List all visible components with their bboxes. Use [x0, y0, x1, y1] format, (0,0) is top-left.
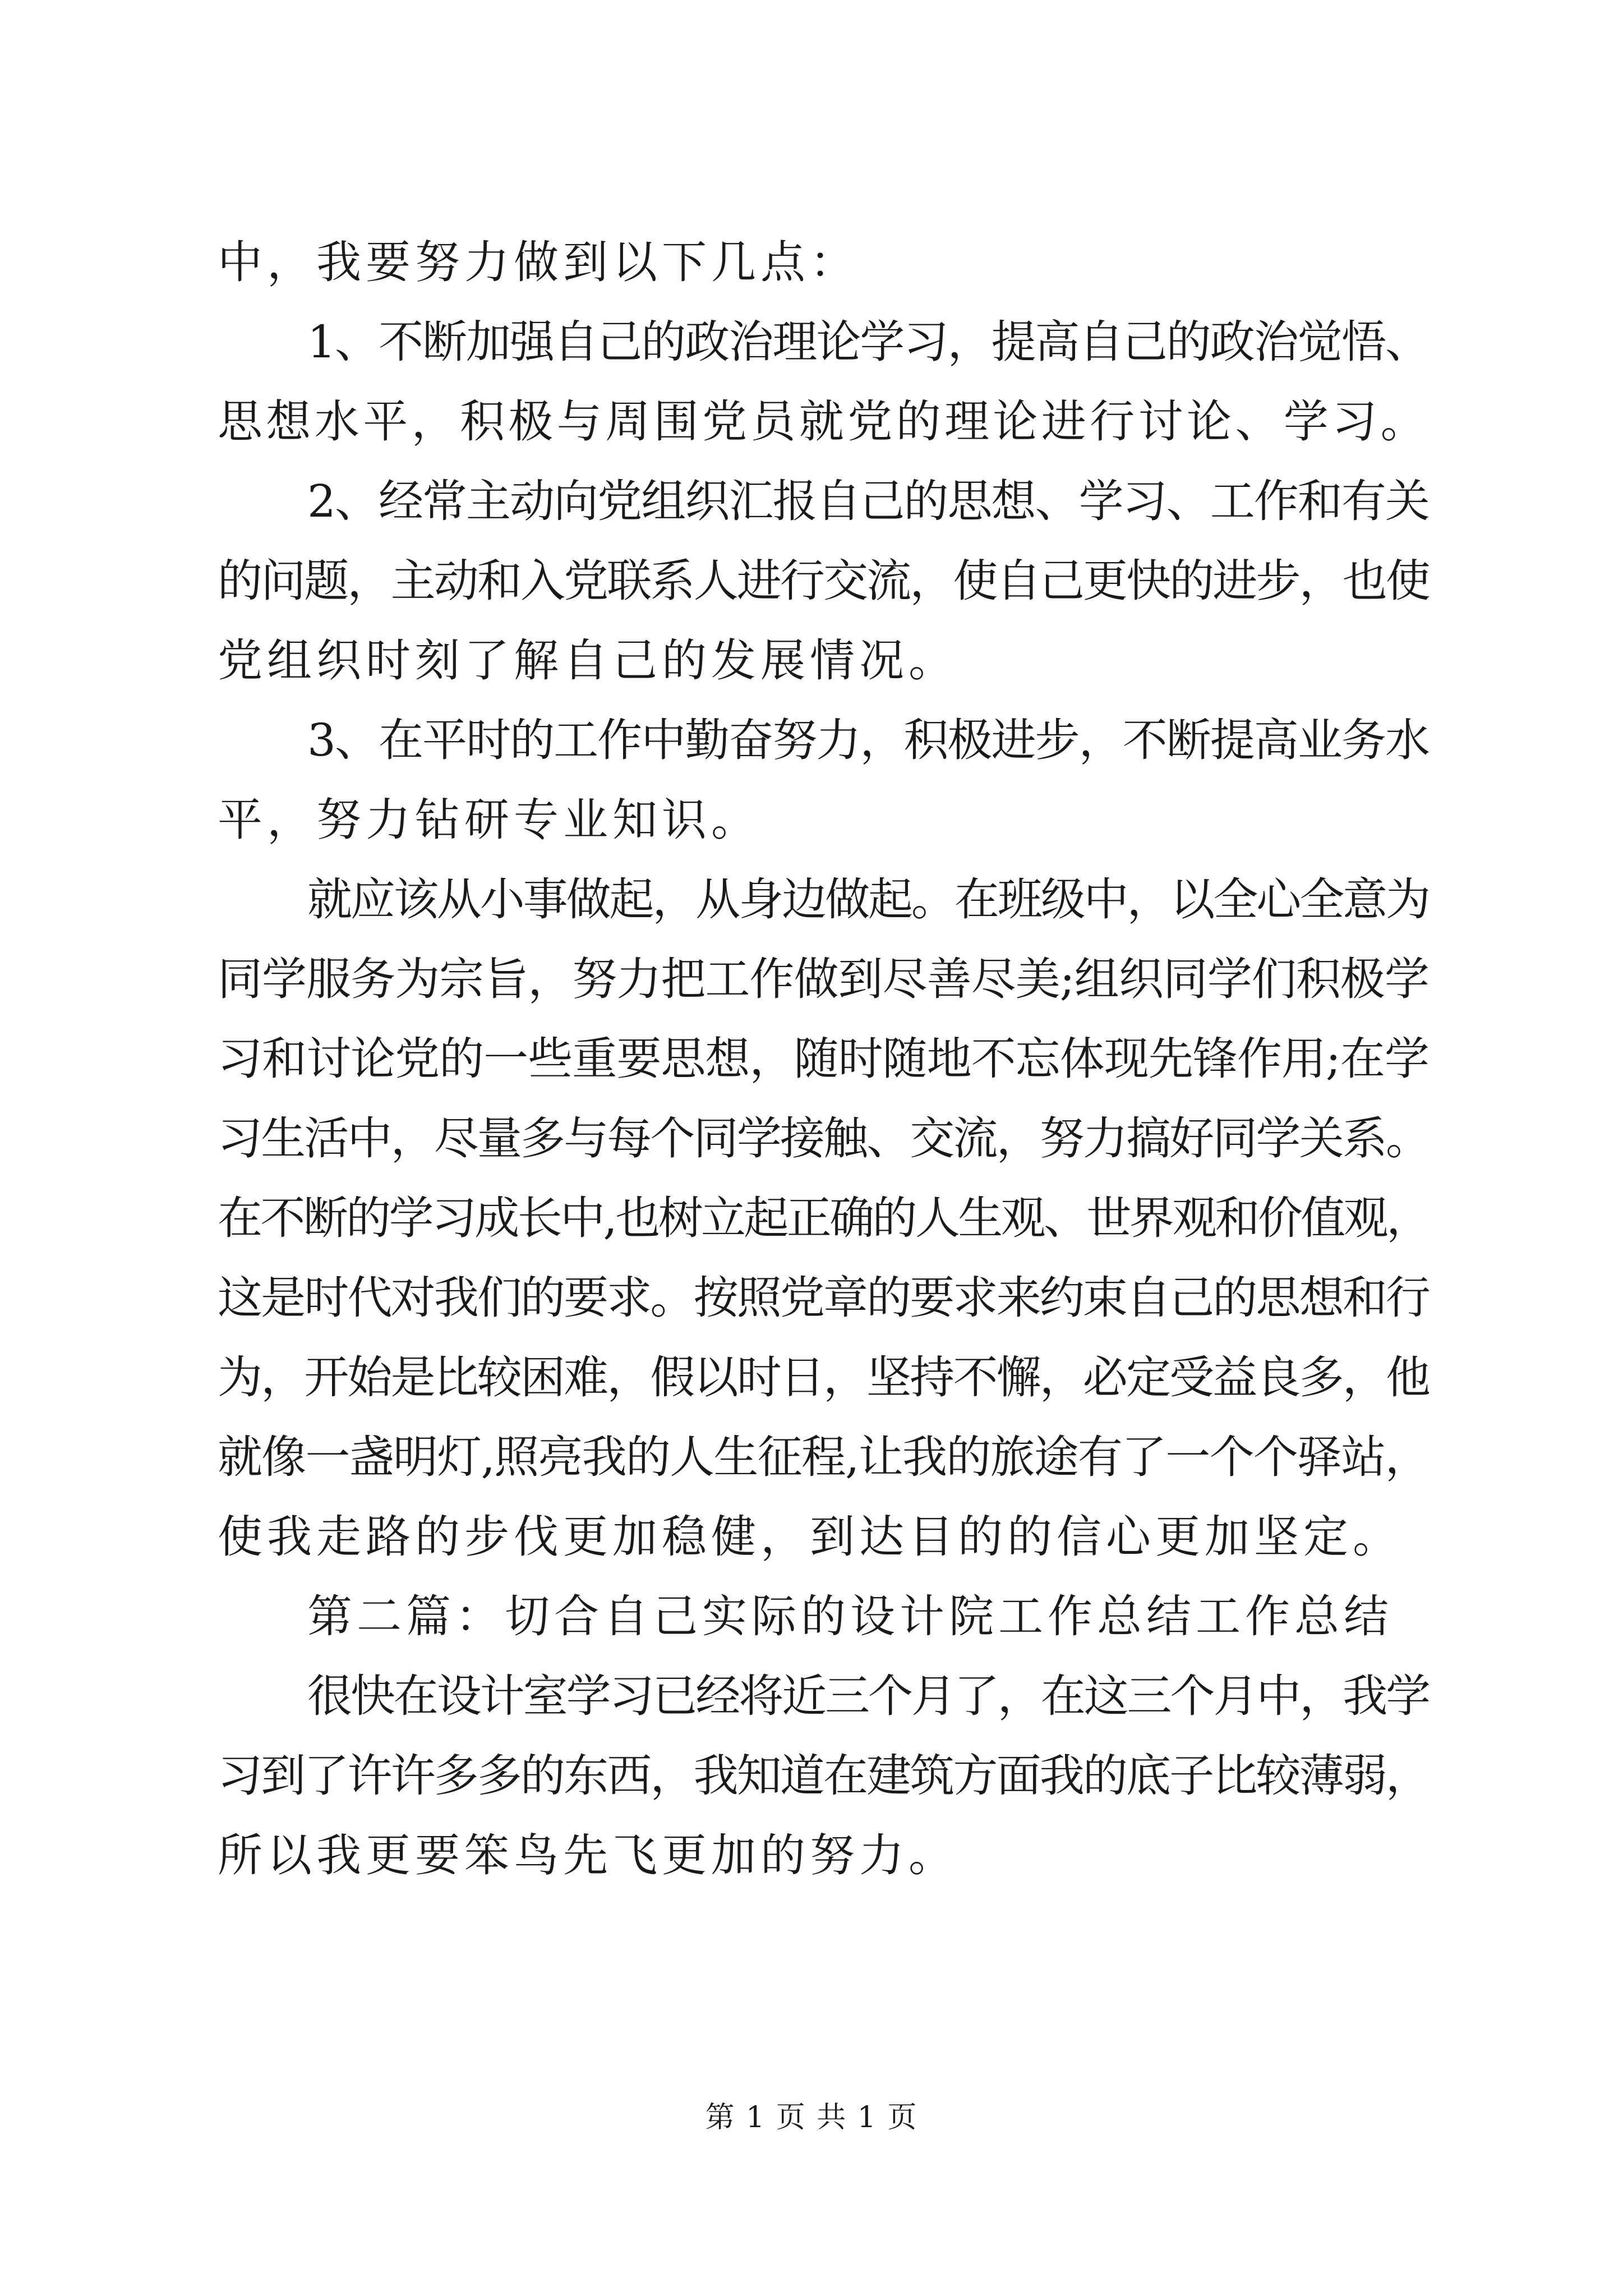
text-line: 使我走路的步伐更加稳健，到达目的的信心更加坚定。 [218, 1511, 1402, 1563]
text-line: 为，开始是比较困难，假以时日，坚持不懈，必定受益良多，他 [218, 1351, 1429, 1404]
text-line: 平，努力钻研专业知识。 [218, 794, 760, 846]
text-line: 这是时代对我们的要求。按照党章的要求来约束自己的思想和行 [218, 1272, 1429, 1324]
section-heading: 第二篇：切合自己实际的设计院工作总结工作总结 [307, 1590, 1393, 1642]
text-line: 同学服务为宗旨，努力把工作做到尽善尽美;组织同学们积极学 [218, 953, 1429, 1005]
text-line: 3、在平时的工作中勤奋努力，积极进步，不断提高业务水 [307, 714, 1429, 766]
text-line: 在不断的学习成长中,也树立起正确的人生观、世界观和价值观， [218, 1192, 1430, 1244]
text-line: 就应该从小事做起，从身边做起。在班级中，以全心全意为 [307, 873, 1429, 926]
text-line: 习和讨论党的一些重要思想，随时随地不忘体现先锋作用;在学 [218, 1033, 1429, 1085]
text-line: 1、不断加强自己的政治理论学习，提高自己的政治觉悟、 [307, 316, 1429, 368]
text-line: 思想水平，积极与周围党员就党的理论进行讨论、学习。 [218, 395, 1429, 448]
text-line: 就像一盏明灯,照亮我的人生征程,让我的旅途有了一个个驿站， [218, 1431, 1429, 1483]
text-line: 很快在设计室学习已经将近三个月了，在这三个月中，我学 [307, 1670, 1429, 1722]
text-line: 习生活中，尽量多与每个同学接触、交流，努力搞好同学关系。 [218, 1112, 1429, 1165]
text-line: 习到了许许多多的东西，我知道在建筑方面我的底子比较薄弱， [218, 1750, 1429, 1802]
text-line: 中，我要努力做到以下几点： [218, 236, 859, 288]
page-footer: 第 1 页 共 1 页 [705, 2101, 918, 2134]
text-line: 党组织时刻了解自己的发展情况。 [218, 634, 958, 687]
text-line: 所以我更要笨鸟先飞更加的努力。 [218, 1829, 958, 1881]
text-line: 的问题，主动和入党联系人进行交流，使自己更快的进步，也使 [218, 555, 1429, 607]
text-line: 2、经常主动向党组织汇报自己的思想、学习、工作和有关 [307, 475, 1429, 527]
